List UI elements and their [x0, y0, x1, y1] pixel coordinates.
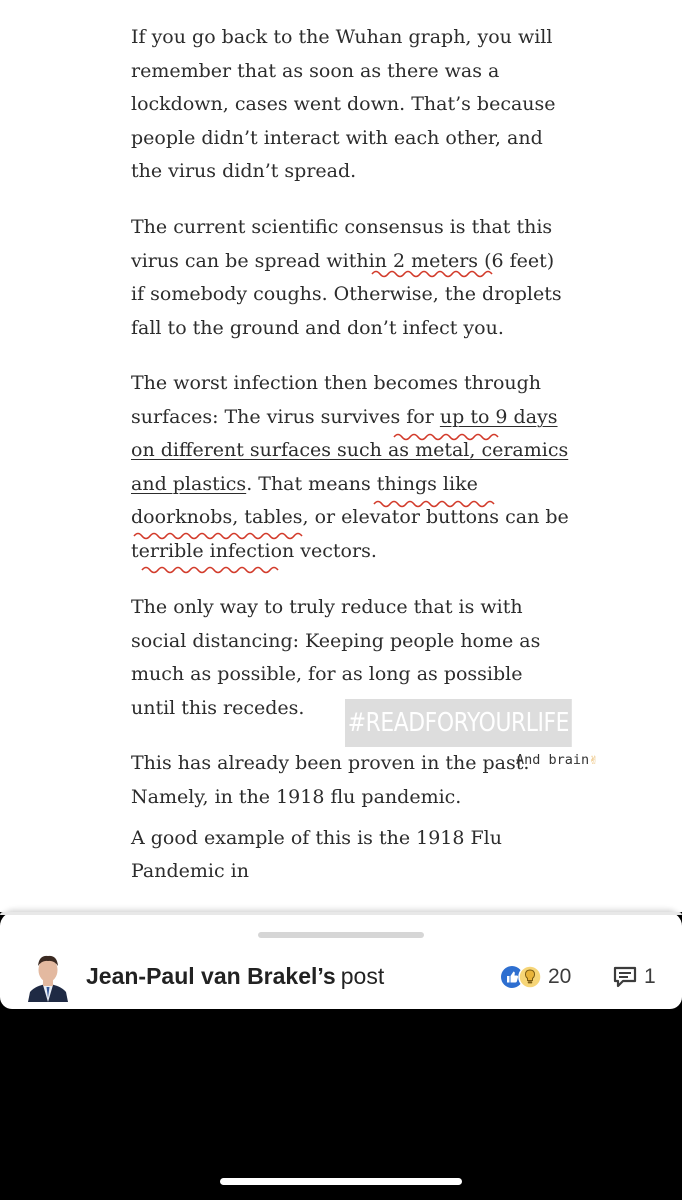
post-bottom-sheet[interactable]	[0, 912, 682, 1009]
note-sticker-text: And brain	[516, 752, 590, 768]
paragraph-consensus-text-a: The current scientific consensus is that this virus can be spread within	[131, 216, 553, 272]
paragraph-wuhan: If you go back to the Wuhan graph, you will remember that as soon as there was a lockdown, cases went down. That’s because people didn’t interact with each other, and the virus didn’t spread.	[131, 26, 556, 182]
victory-hand-icon: ✌	[589, 752, 598, 768]
note-sticker	[516, 752, 597, 768]
comments-button[interactable]	[613, 963, 656, 991]
cut-off-line	[131, 827, 541, 882]
comment-icon	[613, 966, 637, 988]
cut-off-line-text: A good example of this is the 1918 Flu Pandemic in	[131, 827, 502, 882]
avatar-icon	[26, 950, 70, 1002]
paragraph-surfaces-text-b: . That means things like doorknobs, tables, or elevator buttons can be terrible infection vectors.	[131, 472, 569, 562]
surfaces-study-link[interactable]: up to 9 days on different surfaces such as metal, ceramics and plastics	[131, 405, 569, 495]
home-indicator[interactable]	[220, 1178, 462, 1185]
paragraph-surfaces	[131, 367, 571, 568]
hashtag-sticker: #READFORYOURLIFE	[345, 699, 572, 747]
post-author[interactable]: Jean-Paul van Brakel’s	[86, 963, 336, 989]
insightful-icon	[518, 965, 542, 989]
reaction-count: 20	[548, 965, 572, 988]
paragraph-consensus	[131, 211, 571, 345]
sheet-divider	[0, 912, 682, 915]
paragraph-distancing: The only way to truly reduce that is with social distancing: Keeping people home as much as possible, for as long as possible until this recedes.	[131, 596, 541, 719]
post-title[interactable]	[86, 963, 384, 990]
drag-handle[interactable]	[258, 932, 424, 938]
distance-link[interactable]: 2 meters (6 feet)	[392, 249, 555, 272]
paragraph-1918: This has already been proven in the past. Namely, in the 1918 flu pandemic.	[131, 752, 530, 808]
post-title-suffix: post	[340, 963, 385, 989]
comment-count: 1	[644, 965, 656, 988]
avatar[interactable]	[26, 950, 70, 1002]
reactions-button[interactable]	[500, 963, 571, 991]
paragraph-consensus-text-b: if somebody coughs. Otherwise, the droplets fall to the ground and don’t infect you.	[131, 283, 562, 339]
paragraph-surfaces-text-a: The worst infection then becomes through surfaces: The virus survives for	[131, 372, 542, 428]
